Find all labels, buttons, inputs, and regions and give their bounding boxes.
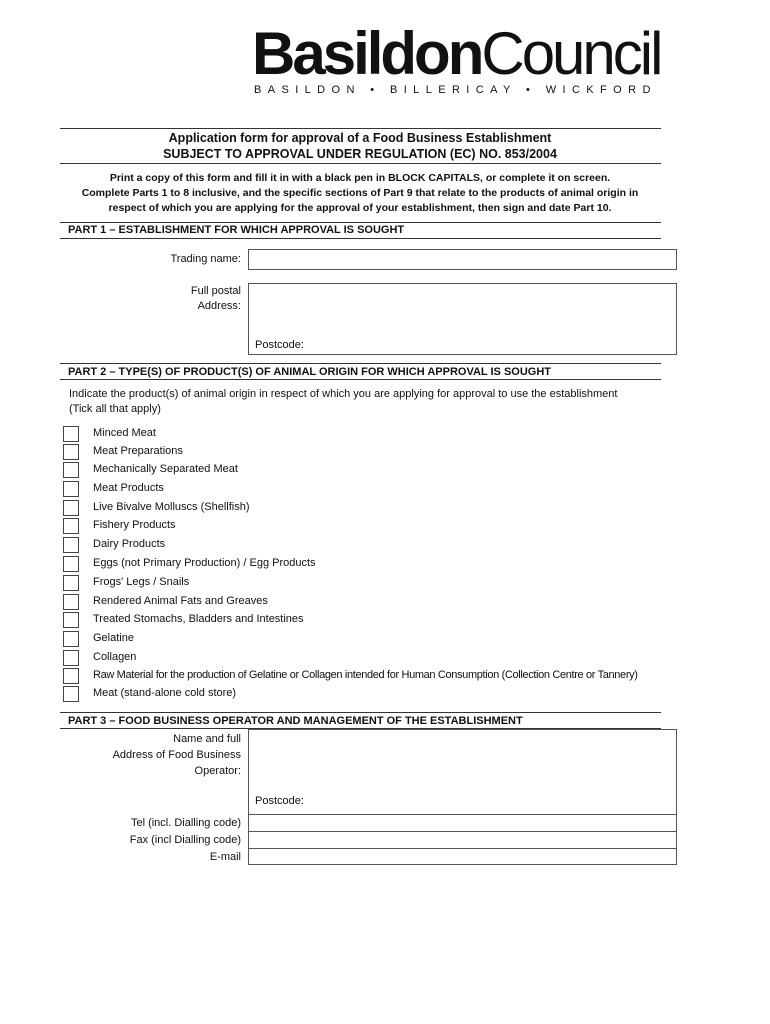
basildon-council-logo — [252, 22, 672, 102]
tel-field[interactable] — [248, 814, 677, 832]
email-label: E-mail — [209, 851, 241, 863]
form-title-line-1: Application form for approval of a Food Business Establishment — [168, 131, 552, 145]
product-option-treated-stomachs[interactable] — [63, 611, 683, 629]
product-label: Minced Meat — [93, 427, 156, 439]
part1-top-rule — [60, 222, 661, 223]
part2-bottom-rule — [60, 379, 661, 380]
product-label: Fishery Products — [93, 519, 176, 531]
tel-label: Tel (incl. Dialling code) — [130, 817, 241, 829]
product-label: Frogs' Legs / Snails — [93, 576, 190, 588]
product-label: Collagen — [93, 651, 137, 663]
checkbox[interactable] — [63, 500, 79, 516]
checkbox[interactable] — [63, 481, 79, 497]
product-label: Meat (stand-alone cold store) — [93, 687, 237, 699]
product-label: Treated Stomachs, Bladders and Intestines — [93, 613, 304, 625]
part3-heading: PART 3 – FOOD BUSINESS OPERATOR AND MANAGEMENT OF THE ESTABLISHMENT — [68, 715, 523, 727]
product-option-rendered-animal-fats[interactable] — [63, 593, 683, 611]
postal-address-field[interactable] — [248, 283, 677, 355]
part2-top-rule — [60, 363, 661, 364]
logo-wordmark: BasildonCouncil — [252, 20, 661, 87]
product-option-raw-material[interactable] — [63, 667, 683, 685]
checkbox[interactable] — [63, 518, 79, 534]
product-option-mechanically-separated-meat[interactable] — [63, 461, 683, 479]
trading-name-field[interactable] — [248, 249, 677, 270]
product-option-meat-preparations[interactable] — [63, 443, 683, 461]
address-label: Full postal Address: — [190, 285, 241, 312]
fax-label: Fax (incl Dialling code) — [129, 834, 241, 846]
product-label: Mechanically Separated Meat — [93, 463, 238, 475]
product-option-cold-store[interactable] — [63, 685, 683, 703]
part2-intro: Indicate the product(s) of animal origin in respect of which you are applying for approval to use the establishment (Tick all that apply) — [69, 388, 618, 415]
postcode-label: Postcode: — [255, 339, 304, 351]
product-option-minced-meat[interactable] — [63, 425, 683, 443]
fax-field[interactable] — [248, 831, 677, 849]
operator-address-field[interactable] — [248, 729, 677, 816]
checkbox[interactable] — [63, 594, 79, 610]
product-label: Meat Products — [93, 482, 164, 494]
product-option-gelatine[interactable] — [63, 630, 683, 648]
form-title-line-2: SUBJECT TO APPROVAL UNDER REGULATION (EC) NO. 853/2004 — [163, 147, 557, 161]
checkbox[interactable] — [63, 575, 79, 591]
checkbox[interactable] — [63, 668, 79, 684]
form-title — [60, 130, 660, 162]
product-option-frogs-legs-snails[interactable] — [63, 574, 683, 592]
operator-label: Name and full Address of Food Business Operator: — [112, 733, 241, 777]
product-label: Dairy Products — [93, 538, 166, 550]
form-instructions: Print a copy of this form and fill it in with a black pen in BLOCK CAPITALS, or complete it on screen. Complete Parts 1 to 8 inclusive, and the specific sections of Part 9 that relate to the products of animal origin in respect of which you are applying for the approval of your establishment, then sign and date Part 10. — [81, 172, 639, 214]
checkbox[interactable] — [63, 462, 79, 478]
product-option-live-bivalve-molluscs[interactable] — [63, 499, 683, 517]
title-bottom-rule — [60, 163, 661, 164]
product-label: Meat Preparations — [93, 445, 183, 457]
part2-heading: PART 2 – TYPE(S) OF PRODUCT(S) OF ANIMAL ORIGIN FOR WHICH APPROVAL IS SOUGHT — [68, 366, 551, 378]
part3-top-rule — [60, 712, 661, 713]
email-field[interactable] — [248, 848, 677, 865]
product-label: Gelatine — [93, 632, 134, 644]
product-label: Eggs (not Primary Production) / Egg Products — [93, 557, 316, 569]
operator-postcode-label: Postcode: — [255, 795, 304, 807]
product-option-fishery-products[interactable] — [63, 517, 683, 535]
checkbox[interactable] — [63, 650, 79, 666]
checkbox[interactable] — [63, 686, 79, 702]
checkbox[interactable] — [63, 612, 79, 628]
product-label: Live Bivalve Molluscs (Shellfish) — [93, 501, 250, 513]
checkbox[interactable] — [63, 444, 79, 460]
checkbox[interactable] — [63, 556, 79, 572]
logo-towns: BASILDON • BILLERICAY • WICKFORD — [254, 84, 657, 96]
product-label: Rendered Animal Fats and Greaves — [93, 595, 268, 607]
title-top-rule — [60, 128, 661, 129]
checkbox[interactable] — [63, 426, 79, 442]
product-option-eggs[interactable] — [63, 555, 683, 573]
product-option-dairy-products[interactable] — [63, 536, 683, 554]
part1-bottom-rule — [60, 238, 661, 239]
checkbox[interactable] — [63, 631, 79, 647]
part1-heading: PART 1 – ESTABLISHMENT FOR WHICH APPROVAL IS SOUGHT — [68, 224, 405, 236]
checkbox[interactable] — [63, 537, 79, 553]
product-label: Raw Material for the production of Gelatine or Collagen intended for Human Consumption (Collection Centre or Tannery) — [93, 669, 638, 681]
trading-name-label: Trading name: — [170, 253, 241, 265]
product-option-meat-products[interactable] — [63, 480, 683, 498]
product-option-collagen[interactable] — [63, 649, 683, 667]
